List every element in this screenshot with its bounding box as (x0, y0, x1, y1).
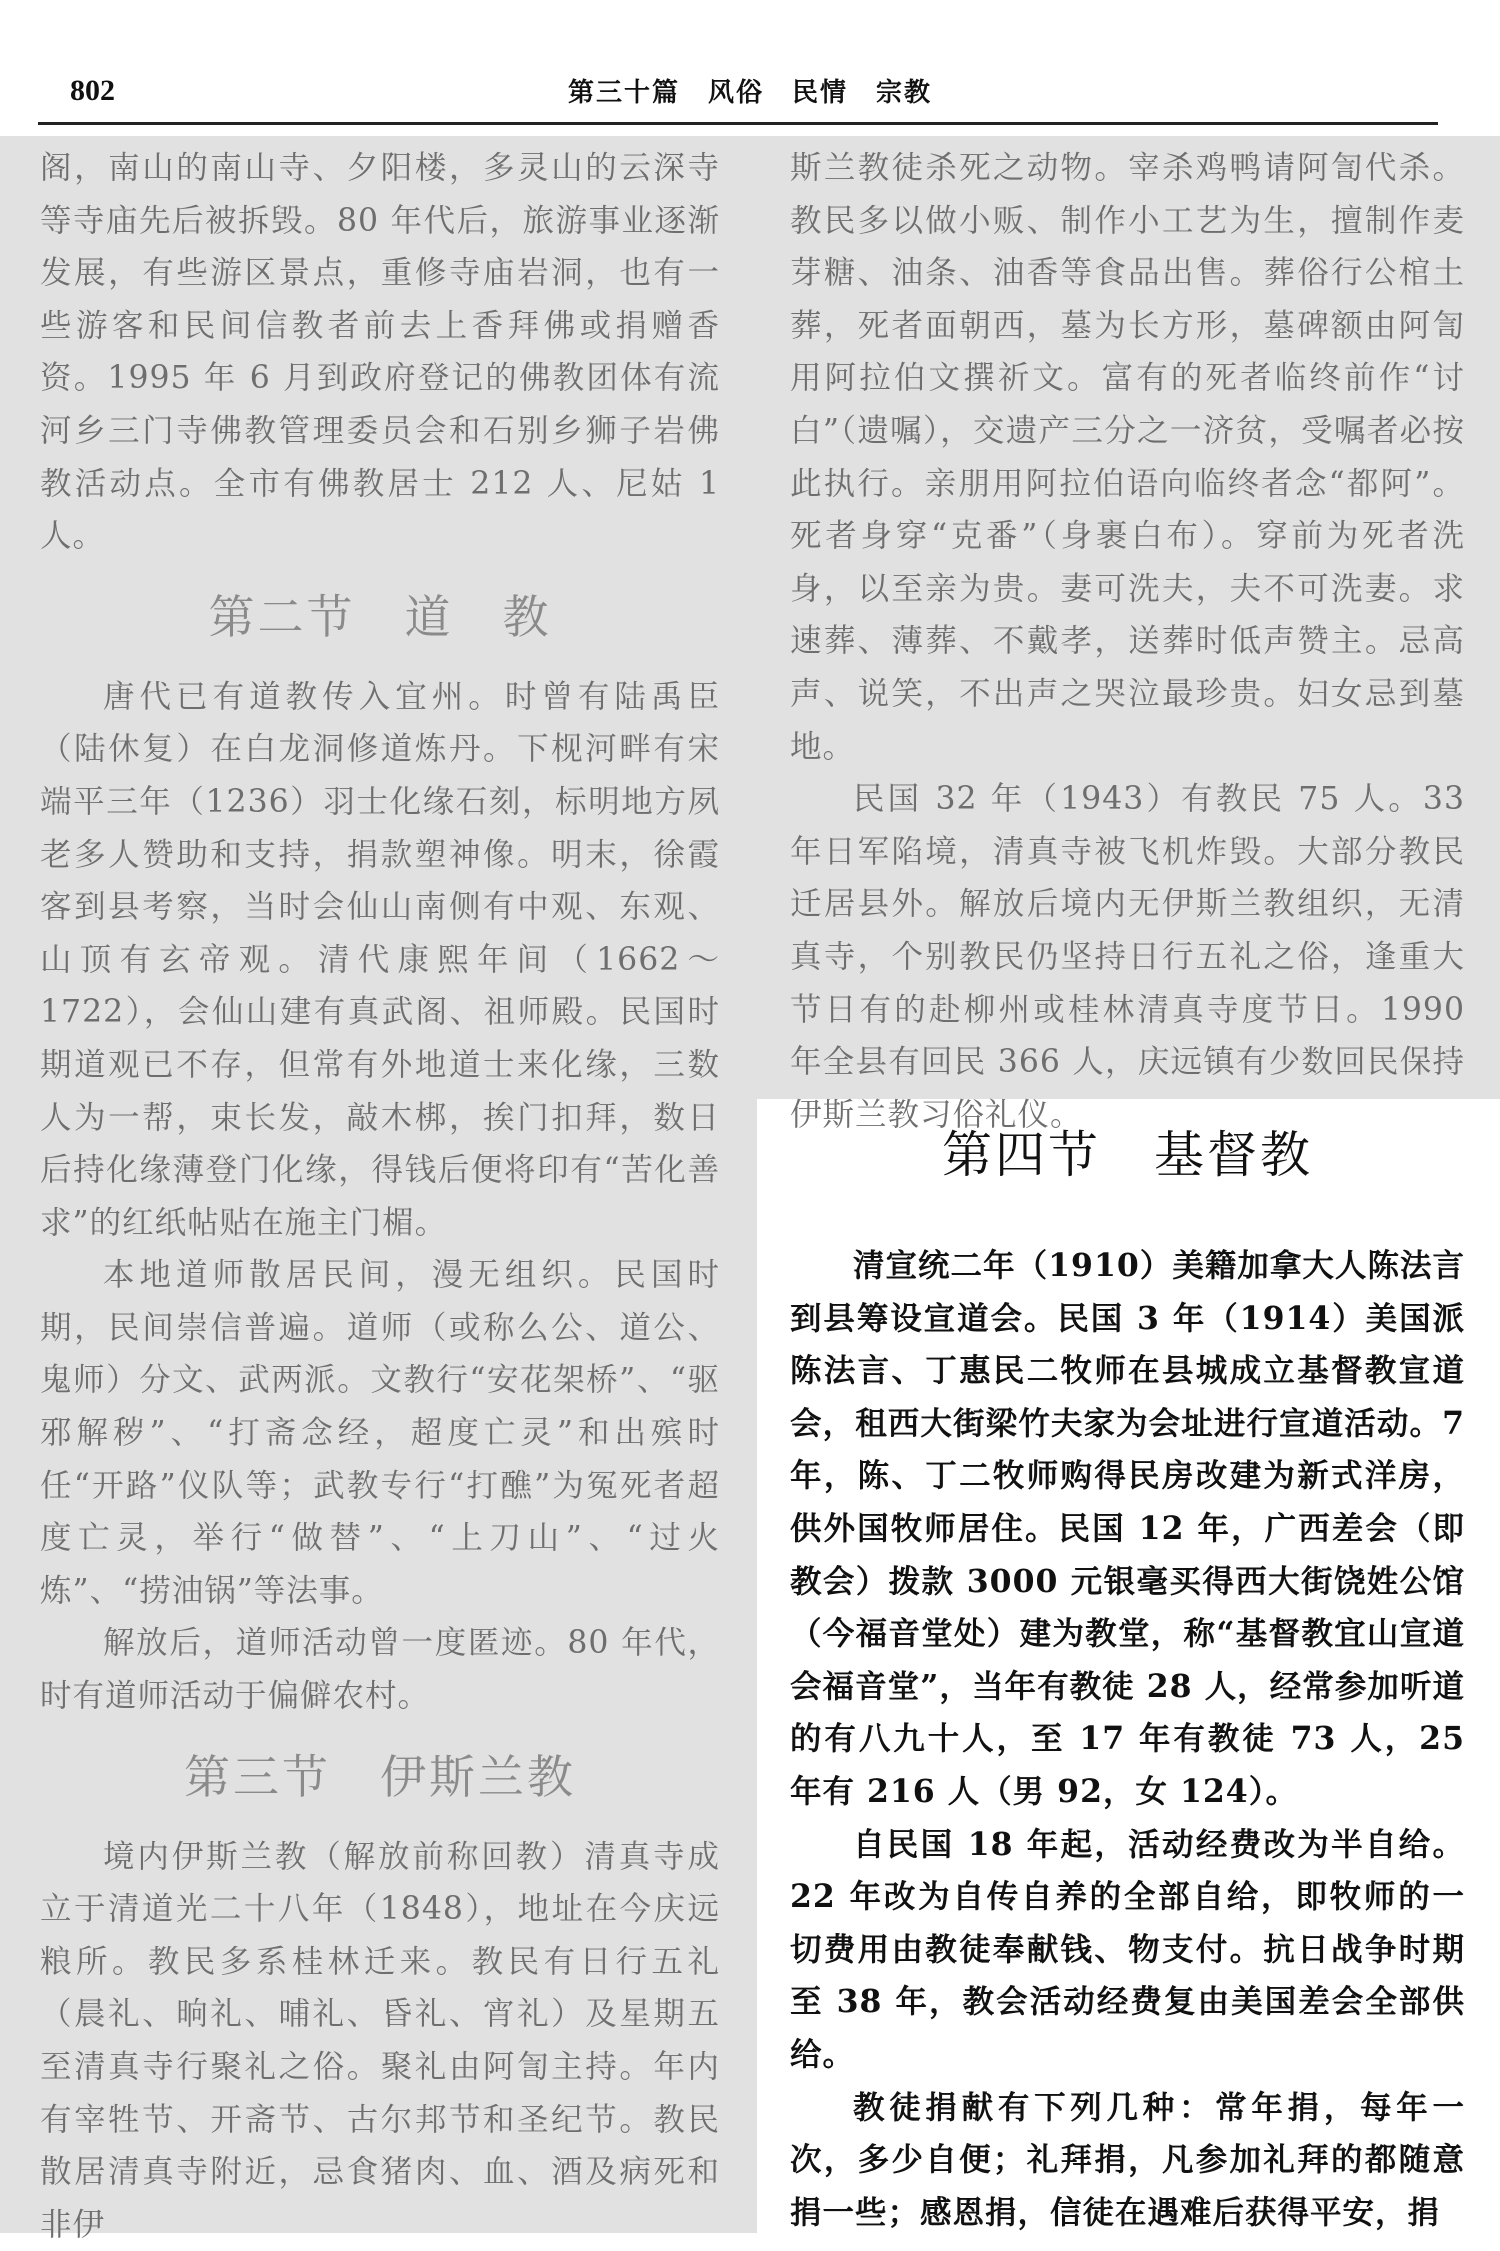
running-title: 第三十篇 风俗 民情 宗教 (567, 78, 932, 108)
paragraph-taoism-history: 唐代已有道教传入宜州。时曾有陆禹臣（陆休复）在白龙洞修道炼丹。下枧河畔有宋端平三年（1236）羽士化缘石刻，标明地方夙老多人赞助和支持，捐款塑神像。明末，徐霞客到县考察，当时会仙山南侧有中观、东观、山顶有玄帝观。清代康熙年间（1662～1722），会仙山建有真武阁、祖师殿。民国时期道观已不存，但常有外地道士来化缘，三数人为一帮，束长发，敲木梆，挨门扣拜，数日后持化缘薄登门化缘，得钱后便将印有“苦化善求”的红纸帖贴在施主门楣。 (40, 678, 720, 1241)
paragraph-christianity-history: 清宣统二年（1910）美籍加拿大人陈法言到县筹设宣道会。民国 3 年（1914）美国派陈法言、丁惠民二牧师在县城成立基督教宣道会，租西大街梁竹夫家为会址进行宣道活动。7 年，陈、丁二牧师购得民房改建为新式洋房，供外国牧师居住。民国 12 年，广西差会（即教会）拨款 3000 元银毫买得西大街饶姓公馆（今福音堂处）建为教堂，称“基督教宜山宣道会福音堂”，当年有教徒 28 人，经常参加听道的有八九十人，至 17 年有教徒 73 人，25 年有 216 人（男 92，女 124）。 (790, 1247, 1465, 1810)
paragraph-taoism-after: 解放后，道师活动曾一度匿迹。80 年代，时有道师活动于偏僻农村。 (40, 1625, 720, 1715)
right-column-top (790, 142, 1465, 1141)
paragraph-islam-intro: 境内伊斯兰教（解放前称回教）清真寺成立于清道光二十八年（1848），地址在今庆远粮所。教民多系桂林迁来。教民有日行五礼（晨礼、晌礼、晡礼、昏礼、宵礼）及星期五至清真寺行聚礼之俗。聚礼由阿訇主持。年内有宰牲节、开斋节、古尔邦节和圣纪节。教民散居清真寺附近，忌食猪肉、血、酒及病死和非伊 (40, 1838, 720, 2243)
section-title-taoism: 第二节 道 教 (208, 589, 552, 644)
page-number: 802 (70, 74, 115, 107)
paragraph-christianity-funding: 自民国 18 年起，活动经费改为半自给。22 年改为自传自养的全部自给，即牧师的一切费用由教徒奉献钱、物支付。抗日战争时期至 38 年，教会活动经费复由美国差会全部供给。 (790, 1825, 1465, 2073)
section-title-christianity: 第四节 基督教 (942, 1126, 1313, 1184)
paragraph-taoism-local: 本地道师散居民间，漫无组织。民国时期，民间崇信普遍。道师（或称么公、道公、鬼师）分文、武两派。文教行“安花架桥”、“驱邪解秽”、“打斋念经，超度亡灵”和出殡时任“开路”仪队等；武教专行“打醮”为冤死者超度亡灵，举行“做替”、“上刀山”、“过火炼”、“捞油锅”等法事。 (40, 1257, 720, 1609)
header-rule (38, 122, 1438, 125)
paragraph-islam-later: 民国 32 年（1943）有教民 75 人。33 年日军陷境，清真寺被飞机炸毁。大部分教民迁居县外。解放后境内无伊斯兰教组织，无清真寺，个别教民仍坚持日行五礼之俗，逢重大节日有的赴柳州或桂林清真寺度节日。1990 年全县有回民 366 人，庆远镇有少数回民保持伊斯兰教习俗礼仪。 (790, 781, 1465, 1133)
page-header (0, 0, 1500, 136)
section-title-islam: 第三节 伊斯兰教 (184, 1749, 576, 1804)
right-column-bottom (790, 1240, 1465, 2239)
paragraph-islam-cont: 斯兰教徒杀死之动物。宰杀鸡鸭请阿訇代杀。教民多以做小贩、制作小工艺为生，擅制作麦芽糖、油条、油香等食品出售。葬俗行公棺土葬，死者面朝西，墓为长方形，墓碑额由阿訇用阿拉伯文撰祈文。富有的死者临终前作“讨白”（遗嘱），交遗产三分之一济贫，受嘱者必按此执行。亲朋用阿拉伯语向临终者念“都阿”。死者身穿“克番”（身裹白布）。穿前为死者洗身，以至亲为贵。妻可洗夫，夫不可洗妻。求速葬、薄葬、不戴孝，送葬时低声赞主。忌高声、说笑，不出声之哭泣最珍贵。妇女忌到墓地。 (790, 150, 1465, 765)
paragraph-christianity-donations: 教徒捐献有下列几种：常年捐，每年一次，多少自便；礼拜捐，凡参加礼拜的都随意捐一些；感恩捐，信徒在遇难后获得平安，捐 (790, 2088, 1465, 2231)
left-column (40, 142, 720, 2251)
paragraph-buddhism-cont: 阁，南山的南山寺、夕阳楼，多灵山的云深寺等寺庙先后被拆毁。80 年代后，旅游事业逐渐发展，有些游区景点，重修寺庙岩洞，也有一些游客和民间信教者前去上香拜佛或捐赠香资。1995 年 6 月到政府登记的佛教团体有流河乡三门寺佛教管理委员会和石别乡狮子岩佛教活动点。全市有佛教居士 212 人、尼姑 1 人。 (40, 150, 720, 555)
